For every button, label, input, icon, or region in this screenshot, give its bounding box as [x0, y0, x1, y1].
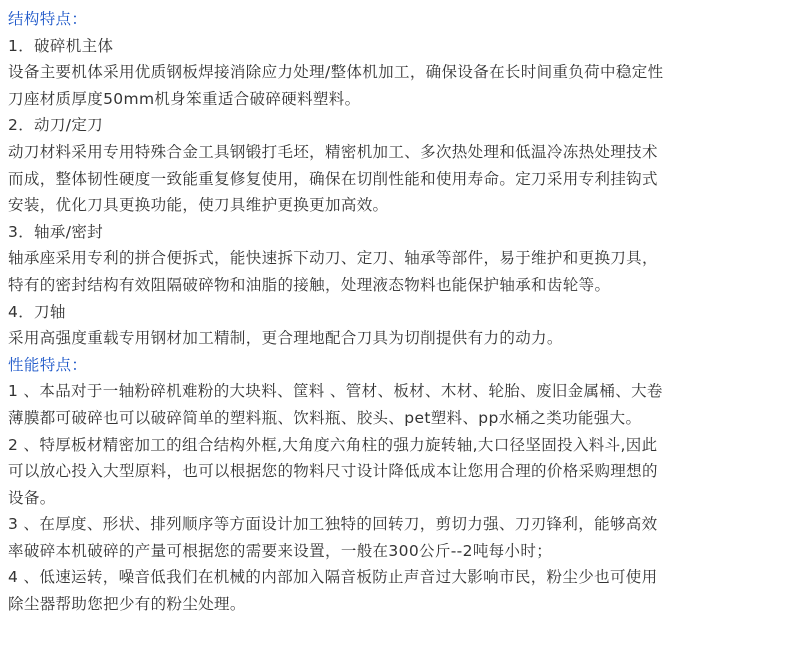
- performance-item-4: [8, 564, 800, 617]
- structure-item-main-body: [8, 33, 800, 113]
- structure-item-text: 轴承座采用专利的拼合便拆式，能快速拆下动刀、定刀、轴承等部件，易于维护和更换刀具，: [8, 249, 658, 268]
- structure-item-text: 特有的密封结构有效阻隔破碎物和油脂的接触，处理液态物料也能保护轴承和齿轮等。: [8, 275, 611, 294]
- performance-item-2: [8, 432, 800, 512]
- performance-item-1: [8, 378, 800, 431]
- performance-item-text: 设备。: [8, 488, 56, 507]
- structure-item-title: 2．动刀/定刀: [8, 116, 104, 135]
- structure-item-title: 4．刀轴: [8, 302, 66, 321]
- structure-heading: 结构特点：: [8, 10, 88, 28]
- structure-item-title: 3．轴承/密封: [8, 222, 104, 241]
- performance-item-text: 3 、在厚度、形状、排列顺序等方面设计加工独特的回转刀，剪切力强、刀刃锋利，能够高效: [8, 515, 658, 534]
- structure-item-text: 动刀材料采用专用特殊合金工具钢锻打毛坯，精密机加工、多次热处理和低温冷冻热处理技术: [8, 142, 658, 161]
- performance-item-text: 薄膜都可破碎也可以破碎简单的塑料瓶、饮料瓶、胶头、pet塑料、pp水桶之类功能强大。: [8, 408, 642, 427]
- performance-item-text: 可以放心投入大型原料，也可以根据您的物料尺寸设计降低成本让您用合理的价格采购理想的: [8, 462, 658, 481]
- performance-item-text: 除尘器帮助您把少有的粉尘处理。: [8, 595, 246, 614]
- performance-item-text: 2 、特厚板材精密加工的组合结构外框,大角度六角柱的强力旋转轴,大口径坚固投入料斗,因此: [8, 435, 658, 454]
- structure-item-text: 设备主要机体采用优质钢板焊接消除应力处理/整体机加工，确保设备在长时间重负荷中稳定性: [8, 63, 664, 82]
- structure-item-text: 而成，整体韧性硬度一致能重复修复使用，确保在切削性能和使用寿命。定刀采用专利挂钩式: [8, 169, 658, 188]
- structure-item-blades: [8, 112, 800, 218]
- structure-item-text: 刀座材质厚度50mm机身笨重适合破碎硬料塑料。: [8, 89, 361, 108]
- performance-item-text: 4 、低速运转，噪音低我们在机械的内部加入隔音板防止声音过大影响市民，粉尘少也可使用: [8, 568, 658, 587]
- structure-item-text: 采用高强度重载专用钢材加工精制，更合理地配合刀具为切削提供有力的动力。: [8, 329, 563, 348]
- structure-item-title: 1．破碎机主体: [8, 36, 114, 55]
- performance-item-3: [8, 511, 800, 564]
- structure-item-shaft: [8, 299, 800, 352]
- structure-item-bearing-seal: [8, 219, 800, 299]
- structure-item-text: 安装，优化刀具更换功能，使刀具维护更换更加高效。: [8, 196, 389, 215]
- performance-heading: 性能特点：: [8, 355, 88, 374]
- performance-item-text: 1 、本品对于一轴粉碎机难粉的大块料、筐料 、管材、板材、木材、轮胎、废旧金属桶、大卷: [8, 382, 663, 401]
- performance-item-text: 率破碎本机破碎的产量可根据您的需要来设置，一般在300公斤--2吨每小时；: [8, 541, 553, 560]
